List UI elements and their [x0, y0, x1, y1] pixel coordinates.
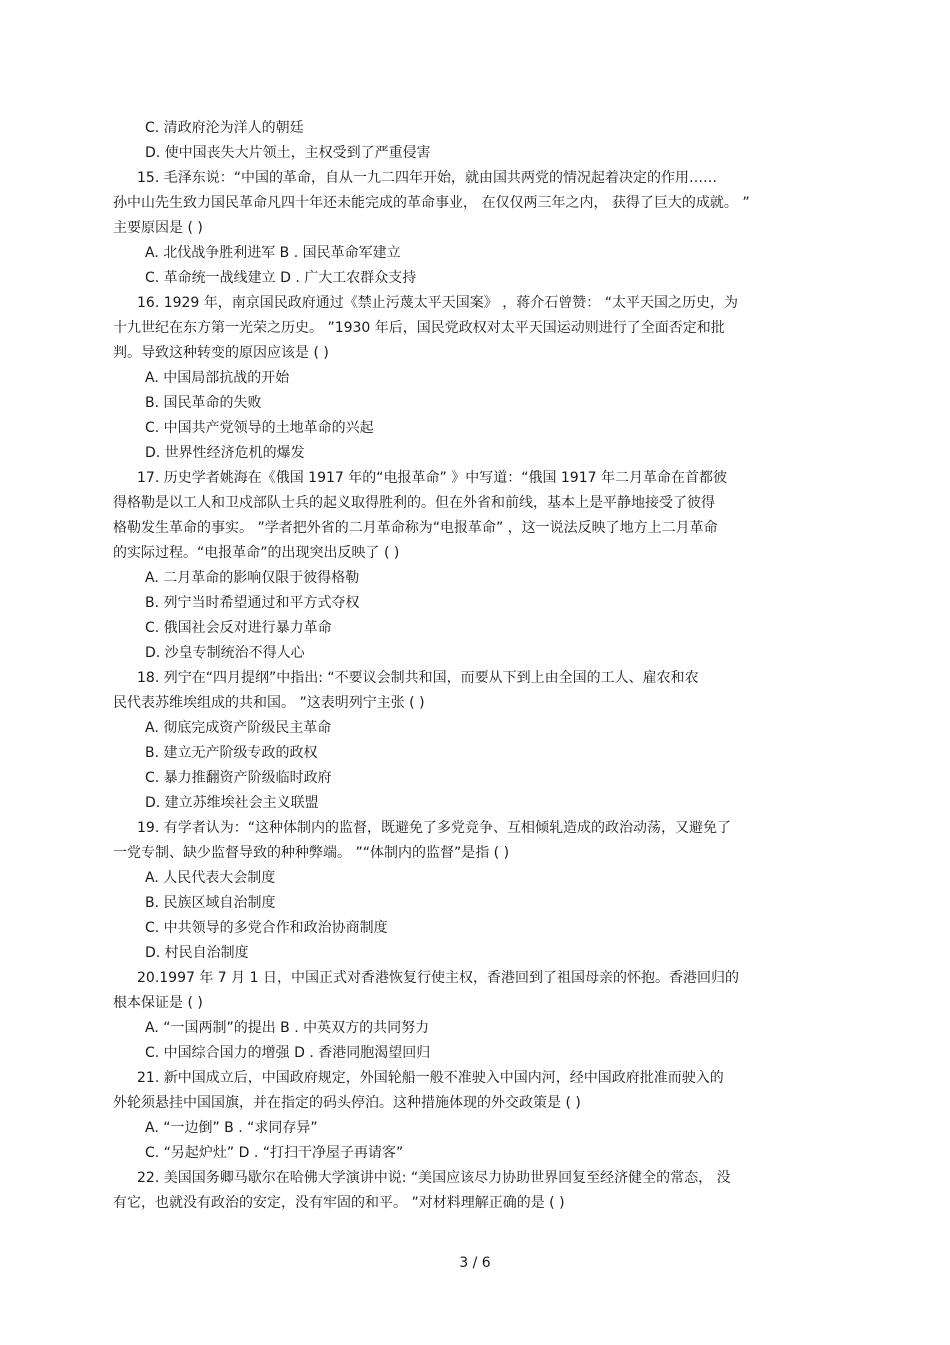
text-line: B. 列宁当时希望通过和平方式夺权 [145, 595, 360, 611]
text-line: 民代表苏维埃组成的共和国。 ”这表明列宁主张 ( ) [113, 695, 425, 711]
text-line: 19. 有学者认为：“这种体制内的监督，既避免了多党竞争、互相倾轧造成的政治动荡，又避免了 [137, 820, 731, 836]
text-line: D. 使中国丧失大片领土，主权受到了严重侵害 [145, 145, 431, 161]
text-line: A. 北伐战争胜利进军 B . 国民革命军建立 [145, 245, 401, 261]
text-line: A. “一国两制”的提出 B . 中英双方的共同努力 [145, 1020, 430, 1036]
text-line: B. 民族区域自治制度 [145, 895, 276, 911]
text-line: C. 革命统一战线建立 D . 广大工农群众支持 [145, 270, 417, 286]
text-line: 格勒发生革命的事实。 ”学者把外省的二月革命称为“电报革命” ，这一说法反映了地方上二月革命 [113, 520, 718, 536]
text-line: 16. 1929 年，南京国民政府通过《禁止污蔑太平天国案》 ，蒋介石曾赞： “太平天国之历史，为 [137, 295, 738, 311]
text-line: 20.1997 年 7 月 1 日，中国正式对香港恢复行使主权，香港回到了祖国母亲的怀抱。香港回归的 [137, 970, 739, 986]
text-line: C. 中国综合国力的增强 D . 香港同胞渴望回归 [145, 1045, 431, 1061]
text-line: A. 中国局部抗战的开始 [145, 370, 290, 386]
page-number: 3 / 6 [459, 1255, 491, 1271]
text-line: 十九世纪在东方第一光荣之历史。 ”1930 年后，国民党政权对太平天国运动则进行了全面否定和批 [113, 320, 725, 336]
text-line: C. 清政府沦为洋人的朝廷 [145, 120, 304, 136]
text-line: A. 彻底完成资产阶级民主革命 [145, 720, 332, 736]
text-line: 判。导致这种转变的原因应该是 ( ) [113, 345, 329, 361]
text-line: D. 沙皇专制统治不得人心 [145, 645, 305, 661]
text-line: 的实际过程。“电报革命”的出现突出反映了 ( ) [113, 545, 400, 561]
text-line: 21. 新中国成立后，中国政府规定，外国轮船一般不准驶入中国内河，经中国政府批准而驶入的 [137, 1070, 724, 1086]
text-line: 有它，也就没有政治的安定，没有牢固的和平。 ”对材料理解正确的是 ( ) [113, 1195, 565, 1211]
text-line: D. 村民自治制度 [145, 945, 249, 961]
text-line: D. 世界性经济危机的爆发 [145, 445, 305, 461]
text-line: 外轮须悬挂中国国旗，并在指定的码头停泊。这种措施体现的外交政策是 ( ) [113, 1095, 581, 1111]
text-line: 17. 历史学者姚海在《俄国 1917 年的“电报革命” 》中写道：“俄国 1917 年二月革命在首都彼 [137, 470, 727, 486]
text-line: 得格勒是以工人和卫戍部队士兵的起义取得胜利的。但在外省和前线，基本上是平静地接受了彼得 [113, 495, 715, 511]
text-line: 根本保证是 ( ) [113, 995, 203, 1011]
text-line: D. 建立苏维埃社会主义联盟 [145, 795, 319, 811]
text-line: 22. 美国国务卿马歇尔在哈佛大学演讲中说: “美国应该尽力协助世界回复至经济健全的常态， 没 [137, 1170, 731, 1186]
text-line: C. 中国共产党领导的土地革命的兴起 [145, 420, 374, 436]
text-line: 孙中山先生致力国民革命凡四十年还未能完成的革命事业， 在仅仅两三年之内， 获得了巨大的成就。 ” [113, 195, 750, 211]
text-line: C. 暴力推翻资产阶级临时政府 [145, 770, 332, 786]
text-line: 主要原因是 ( ) [113, 220, 203, 236]
text-line: 一党专制、缺少监督导致的种种弊端。 ”“体制内的监督”是指 ( ) [113, 845, 510, 861]
text-line: A. 人民代表大会制度 [145, 870, 276, 886]
text-line: 15. 毛泽东说：“中国的革命，自从一九二四年开始，就由国共两党的情况起着决定的作用…… [137, 170, 717, 186]
text-line: C. 俄国社会反对进行暴力革命 [145, 620, 332, 636]
text-line: A. 二月革命的影响仅限于彼得格勒 [145, 570, 360, 586]
text-line: A. “一边倒” B . “求同存异” [145, 1120, 318, 1136]
text-line: 18. 列宁在“四月提纲”中指出: “不要议会制共和国，而要从下到上由全国的工人、雇农和农 [137, 670, 699, 686]
text-line: B. 建立无产阶级专政的政权 [145, 745, 318, 761]
text-line: C. 中共领导的多党合作和政治协商制度 [145, 920, 388, 936]
text-line: C. “另起炉灶” D . “打扫干净屋子再请客” [145, 1145, 404, 1161]
text-line: B. 国民革命的失败 [145, 395, 262, 411]
